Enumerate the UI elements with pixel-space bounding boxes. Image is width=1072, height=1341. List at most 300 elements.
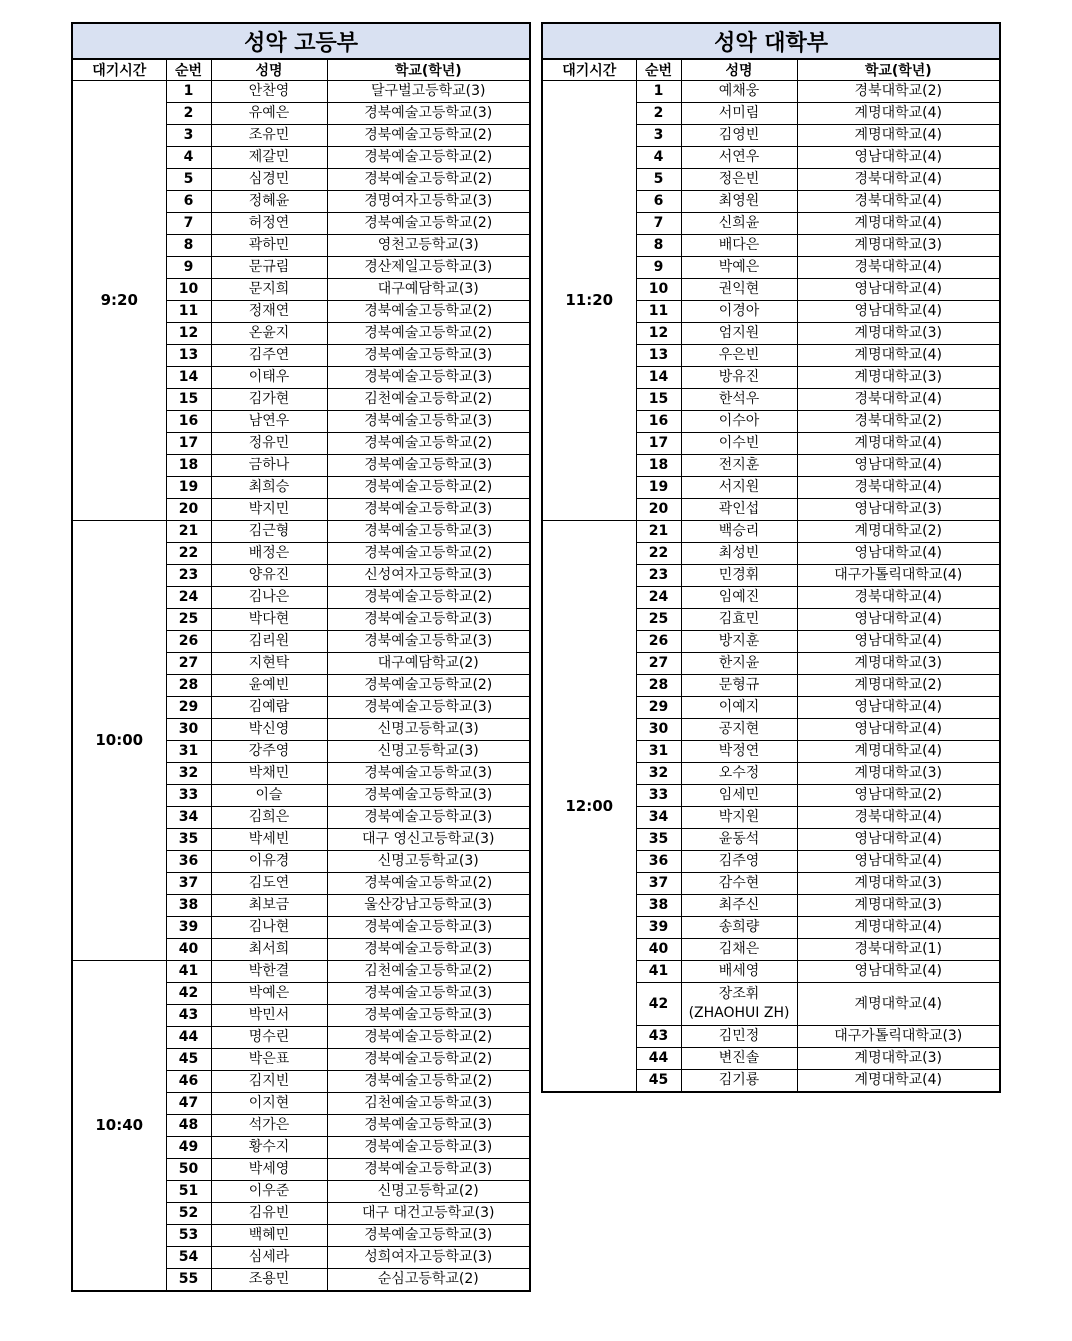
order-cell: 7 — [636, 213, 681, 235]
school-cell: 영남대학교(4) — [797, 301, 1000, 323]
name-cell: 최보금 — [211, 895, 327, 917]
name-cell: 방지훈 — [681, 631, 797, 653]
name-cell: 윤예빈 — [211, 675, 327, 697]
name-cell: 최희승 — [211, 477, 327, 499]
name-cell: 이수빈 — [681, 433, 797, 455]
name-cell: 권익현 — [681, 279, 797, 301]
name-cell: 문지희 — [211, 279, 327, 301]
school-cell: 계명대학교(4) — [797, 983, 1000, 1026]
name-cell: 석가은 — [211, 1115, 327, 1137]
order-cell: 31 — [166, 741, 211, 763]
school-cell: 영남대학교(4) — [797, 961, 1000, 983]
school-cell: 영남대학교(4) — [797, 697, 1000, 719]
name-cell: 김효민 — [681, 609, 797, 631]
order-cell: 55 — [166, 1269, 211, 1292]
school-cell: 대구가톨릭대학교(4) — [797, 565, 1000, 587]
school-cell: 김천예술고등학교(2) — [327, 389, 530, 411]
school-cell: 신명고등학교(3) — [327, 719, 530, 741]
name-cell: 안찬영 — [211, 81, 327, 103]
order-cell: 25 — [636, 609, 681, 631]
school-cell: 영천고등학교(3) — [327, 235, 530, 257]
school-cell: 경북예술고등학교(2) — [327, 169, 530, 191]
order-cell: 33 — [636, 785, 681, 807]
order-cell: 32 — [166, 763, 211, 785]
school-cell: 경북예술고등학교(2) — [327, 147, 530, 169]
name-cell: 우은빈 — [681, 345, 797, 367]
header-time: 대기시간 — [542, 59, 636, 81]
order-cell: 46 — [166, 1071, 211, 1093]
name-cell: 박다현 — [211, 609, 327, 631]
school-cell: 계명대학교(4) — [797, 917, 1000, 939]
name-cell: 전지훈 — [681, 455, 797, 477]
school-cell: 울산강남고등학교(3) — [327, 895, 530, 917]
school-cell: 경북예술고등학교(3) — [327, 631, 530, 653]
school-cell: 경북대학교(2) — [797, 81, 1000, 103]
school-cell: 경북예술고등학교(3) — [327, 1005, 530, 1027]
order-cell: 22 — [166, 543, 211, 565]
table-row — [72, 521, 530, 543]
school-cell: 경북예술고등학교(3) — [327, 763, 530, 785]
order-cell: 14 — [636, 367, 681, 389]
school-cell: 경북예술고등학교(3) — [327, 917, 530, 939]
school-cell: 대구가톨릭대학교(3) — [797, 1026, 1000, 1048]
order-cell: 21 — [636, 521, 681, 543]
order-cell: 2 — [166, 103, 211, 125]
name-cell: 심경민 — [211, 169, 327, 191]
wait-time: 10:00 — [72, 521, 166, 961]
name-cell: 정혜윤 — [211, 191, 327, 213]
order-cell: 37 — [166, 873, 211, 895]
name-cell: 유예은 — [211, 103, 327, 125]
name-cell: 박세빈 — [211, 829, 327, 851]
name-cell: 김주연 — [211, 345, 327, 367]
name-cell: 이우준 — [211, 1181, 327, 1203]
name-cell: 곽인섭 — [681, 499, 797, 521]
name-cell: 서미림 — [681, 103, 797, 125]
name-cell: 김유빈 — [211, 1203, 327, 1225]
order-cell: 49 — [166, 1137, 211, 1159]
order-cell: 23 — [636, 565, 681, 587]
school-cell: 계명대학교(4) — [797, 741, 1000, 763]
header-school: 학교(학년) — [797, 59, 1000, 81]
name-cell: 오수정 — [681, 763, 797, 785]
school-cell: 계명대학교(4) — [797, 103, 1000, 125]
school-cell: 경북예술고등학교(3) — [327, 1159, 530, 1181]
order-cell: 18 — [166, 455, 211, 477]
school-cell: 경북예술고등학교(3) — [327, 499, 530, 521]
table-row — [72, 81, 530, 103]
table-row — [542, 81, 1000, 103]
order-cell: 42 — [636, 983, 681, 1026]
school-cell: 계명대학교(3) — [797, 873, 1000, 895]
school-cell: 경북예술고등학교(2) — [327, 1027, 530, 1049]
school-cell: 계명대학교(4) — [797, 213, 1000, 235]
order-cell: 14 — [166, 367, 211, 389]
order-cell: 4 — [636, 147, 681, 169]
highschool-body — [72, 81, 530, 1292]
order-cell: 11 — [166, 301, 211, 323]
order-cell: 6 — [636, 191, 681, 213]
school-cell: 경명여자고등학교(3) — [327, 191, 530, 213]
school-cell: 대구 대건고등학교(3) — [327, 1203, 530, 1225]
name-cell: 황수지 — [211, 1137, 327, 1159]
name-cell: 남연우 — [211, 411, 327, 433]
school-cell: 계명대학교(4) — [797, 345, 1000, 367]
school-cell: 신명고등학교(3) — [327, 851, 530, 873]
order-cell: 37 — [636, 873, 681, 895]
name-cell: 서연우 — [681, 147, 797, 169]
school-cell: 경북예술고등학교(2) — [327, 213, 530, 235]
order-cell: 38 — [636, 895, 681, 917]
order-cell: 15 — [166, 389, 211, 411]
name-cell: 이예지 — [681, 697, 797, 719]
school-cell: 영남대학교(4) — [797, 543, 1000, 565]
school-cell: 경북예술고등학교(3) — [327, 785, 530, 807]
order-cell: 31 — [636, 741, 681, 763]
name-cell: 박정연 — [681, 741, 797, 763]
order-cell: 38 — [166, 895, 211, 917]
order-cell: 28 — [636, 675, 681, 697]
order-cell: 1 — [166, 81, 211, 103]
name-cell: 김민정 — [681, 1026, 797, 1048]
school-cell: 경북예술고등학교(2) — [327, 1049, 530, 1071]
school-cell: 계명대학교(4) — [797, 433, 1000, 455]
order-cell: 3 — [166, 125, 211, 147]
order-cell: 32 — [636, 763, 681, 785]
school-cell: 경북예술고등학교(3) — [327, 1115, 530, 1137]
name-cell: 박신영 — [211, 719, 327, 741]
name-cell: 최서희 — [211, 939, 327, 961]
school-cell: 경북대학교(4) — [797, 191, 1000, 213]
university-table — [541, 22, 1001, 1093]
header-order: 순번 — [636, 59, 681, 81]
order-cell: 15 — [636, 389, 681, 411]
name-cell: 조용민 — [211, 1269, 327, 1292]
order-cell: 1 — [636, 81, 681, 103]
order-cell: 11 — [636, 301, 681, 323]
order-cell: 2 — [636, 103, 681, 125]
school-cell: 경북예술고등학교(2) — [327, 301, 530, 323]
name-cell: 예채웅 — [681, 81, 797, 103]
name-cell: 제갈민 — [211, 147, 327, 169]
school-cell: 경북예술고등학교(2) — [327, 1071, 530, 1093]
header-name: 성명 — [211, 59, 327, 81]
name-cell: 김주영 — [681, 851, 797, 873]
order-cell: 36 — [636, 851, 681, 873]
school-cell: 영남대학교(2) — [797, 785, 1000, 807]
order-cell: 41 — [166, 961, 211, 983]
school-cell: 영남대학교(4) — [797, 609, 1000, 631]
order-cell: 50 — [166, 1159, 211, 1181]
name-cell: 지현탁 — [211, 653, 327, 675]
order-cell: 10 — [166, 279, 211, 301]
school-cell: 순심고등학교(2) — [327, 1269, 530, 1292]
name-cell: 김채은 — [681, 939, 797, 961]
school-cell: 계명대학교(3) — [797, 895, 1000, 917]
school-cell: 계명대학교(4) — [797, 125, 1000, 147]
name-cell: 박지원 — [681, 807, 797, 829]
school-cell: 경북예술고등학교(3) — [327, 697, 530, 719]
order-cell: 18 — [636, 455, 681, 477]
order-cell: 53 — [166, 1225, 211, 1247]
header-school: 학교(학년) — [327, 59, 530, 81]
school-cell: 달구벌고등학교(3) — [327, 81, 530, 103]
order-cell: 48 — [166, 1115, 211, 1137]
name-cell: 최영원 — [681, 191, 797, 213]
order-cell: 52 — [166, 1203, 211, 1225]
order-cell: 25 — [166, 609, 211, 631]
school-cell: 경북대학교(4) — [797, 257, 1000, 279]
school-cell: 영남대학교(4) — [797, 455, 1000, 477]
name-cell: 감수현 — [681, 873, 797, 895]
school-cell: 경북대학교(4) — [797, 389, 1000, 411]
school-cell: 계명대학교(3) — [797, 653, 1000, 675]
order-cell: 34 — [636, 807, 681, 829]
school-cell: 계명대학교(3) — [797, 235, 1000, 257]
order-cell: 5 — [636, 169, 681, 191]
order-cell: 17 — [636, 433, 681, 455]
name-cell: 박세영 — [211, 1159, 327, 1181]
order-cell: 26 — [636, 631, 681, 653]
order-cell: 44 — [166, 1027, 211, 1049]
name-cell: 백혜민 — [211, 1225, 327, 1247]
school-cell: 김천예술고등학교(2) — [327, 961, 530, 983]
school-cell: 경북대학교(1) — [797, 939, 1000, 961]
school-cell: 신성여자고등학교(3) — [327, 565, 530, 587]
school-cell: 경북예술고등학교(2) — [327, 125, 530, 147]
name-cell: 문형규 — [681, 675, 797, 697]
order-cell: 12 — [636, 323, 681, 345]
name-cell: 곽하민 — [211, 235, 327, 257]
order-cell: 47 — [166, 1093, 211, 1115]
order-cell: 36 — [166, 851, 211, 873]
name-cell: 정은빈 — [681, 169, 797, 191]
school-cell: 경북예술고등학교(3) — [327, 411, 530, 433]
name-cell: 정유민 — [211, 433, 327, 455]
name-cell: 서지원 — [681, 477, 797, 499]
name-cell: 변진솔 — [681, 1048, 797, 1070]
name-cell: 박한결 — [211, 961, 327, 983]
school-cell: 신명고등학교(3) — [327, 741, 530, 763]
name-cell: 심세라 — [211, 1247, 327, 1269]
order-cell: 19 — [636, 477, 681, 499]
order-cell: 30 — [636, 719, 681, 741]
order-cell: 45 — [166, 1049, 211, 1071]
order-cell: 35 — [166, 829, 211, 851]
school-cell: 경북예술고등학교(3) — [327, 345, 530, 367]
name-cell: 김도연 — [211, 873, 327, 895]
school-cell: 신명고등학교(2) — [327, 1181, 530, 1203]
order-cell: 4 — [166, 147, 211, 169]
school-cell: 성희여자고등학교(3) — [327, 1247, 530, 1269]
name-cell: 최성빈 — [681, 543, 797, 565]
school-cell: 영남대학교(4) — [797, 829, 1000, 851]
order-cell: 28 — [166, 675, 211, 697]
name-cell: 김기룡 — [681, 1070, 797, 1093]
order-cell: 16 — [166, 411, 211, 433]
school-cell: 계명대학교(4) — [797, 1070, 1000, 1093]
school-cell: 경북예술고등학교(2) — [327, 433, 530, 455]
name-cell: 임세민 — [681, 785, 797, 807]
name-cell: 이지현 — [211, 1093, 327, 1115]
name-cell: 이유경 — [211, 851, 327, 873]
school-cell: 경북예술고등학교(3) — [327, 939, 530, 961]
order-cell: 8 — [166, 235, 211, 257]
table-row — [72, 961, 530, 983]
school-cell: 경북예술고등학교(3) — [327, 609, 530, 631]
name-cell: 김나은 — [211, 587, 327, 609]
order-cell: 30 — [166, 719, 211, 741]
table-row — [542, 521, 1000, 543]
wait-time: 11:20 — [542, 81, 636, 521]
name-cell: 민경휘 — [681, 565, 797, 587]
order-cell: 17 — [166, 433, 211, 455]
order-cell: 27 — [636, 653, 681, 675]
name-cell: 박지민 — [211, 499, 327, 521]
order-cell: 13 — [166, 345, 211, 367]
school-cell: 경북대학교(4) — [797, 807, 1000, 829]
order-cell: 40 — [636, 939, 681, 961]
name-cell: 김가현 — [211, 389, 327, 411]
school-cell: 계명대학교(2) — [797, 675, 1000, 697]
school-cell: 영남대학교(4) — [797, 719, 1000, 741]
order-cell: 33 — [166, 785, 211, 807]
school-cell: 경북예술고등학교(2) — [327, 587, 530, 609]
school-cell: 경북예술고등학교(2) — [327, 873, 530, 895]
order-cell: 42 — [166, 983, 211, 1005]
name-cell: 이슬 — [211, 785, 327, 807]
order-cell: 39 — [166, 917, 211, 939]
order-cell: 51 — [166, 1181, 211, 1203]
school-cell: 경북예술고등학교(2) — [327, 477, 530, 499]
school-cell: 경북예술고등학교(3) — [327, 455, 530, 477]
order-cell: 23 — [166, 565, 211, 587]
wait-time: 12:00 — [542, 521, 636, 1093]
order-cell: 29 — [166, 697, 211, 719]
order-cell: 54 — [166, 1247, 211, 1269]
order-cell: 9 — [636, 257, 681, 279]
name-cell: 한지윤 — [681, 653, 797, 675]
name-cell: 허정연 — [211, 213, 327, 235]
school-cell: 경북예술고등학교(3) — [327, 983, 530, 1005]
name-cell: 박민서 — [211, 1005, 327, 1027]
school-cell: 영남대학교(4) — [797, 631, 1000, 653]
order-cell: 12 — [166, 323, 211, 345]
school-cell: 경산제일고등학교(3) — [327, 257, 530, 279]
school-cell: 대구예담학교(2) — [327, 653, 530, 675]
school-cell: 경북예술고등학교(2) — [327, 543, 530, 565]
school-cell: 영남대학교(3) — [797, 499, 1000, 521]
name-cell: 김지빈 — [211, 1071, 327, 1093]
order-cell: 43 — [166, 1005, 211, 1027]
name-cell: 박채민 — [211, 763, 327, 785]
name-cell: 배정은 — [211, 543, 327, 565]
name-cell: 김희은 — [211, 807, 327, 829]
order-cell: 7 — [166, 213, 211, 235]
name-cell: 배세영 — [681, 961, 797, 983]
order-cell: 45 — [636, 1070, 681, 1093]
school-cell: 경북예술고등학교(3) — [327, 807, 530, 829]
name-cell: 임예진 — [681, 587, 797, 609]
header-order: 순번 — [166, 59, 211, 81]
order-cell: 29 — [636, 697, 681, 719]
school-cell: 경북예술고등학교(2) — [327, 675, 530, 697]
name-cell: 박예은 — [211, 983, 327, 1005]
name-cell: 명수린 — [211, 1027, 327, 1049]
name-cell: 온윤지 — [211, 323, 327, 345]
school-cell: 계명대학교(3) — [797, 323, 1000, 345]
school-cell: 경북대학교(4) — [797, 477, 1000, 499]
order-cell: 26 — [166, 631, 211, 653]
school-cell: 경북예술고등학교(3) — [327, 103, 530, 125]
order-cell: 40 — [166, 939, 211, 961]
order-cell: 6 — [166, 191, 211, 213]
school-cell: 계명대학교(3) — [797, 1048, 1000, 1070]
school-cell: 대구 영신고등학교(3) — [327, 829, 530, 851]
order-cell: 9 — [166, 257, 211, 279]
school-cell: 경북예술고등학교(2) — [327, 323, 530, 345]
order-cell: 20 — [636, 499, 681, 521]
name-cell: 김리원 — [211, 631, 327, 653]
order-cell: 41 — [636, 961, 681, 983]
order-cell: 24 — [636, 587, 681, 609]
name-cell: 금하나 — [211, 455, 327, 477]
university-title: 성악 대학부 — [542, 23, 1000, 59]
school-cell: 경북예술고등학교(3) — [327, 1225, 530, 1247]
school-cell: 계명대학교(3) — [797, 763, 1000, 785]
order-cell: 20 — [166, 499, 211, 521]
name-cell: 양유진 — [211, 565, 327, 587]
name-cell: 백승리 — [681, 521, 797, 543]
highschool-table — [71, 22, 531, 1292]
order-cell: 43 — [636, 1026, 681, 1048]
name-cell: 장조휘 (ZHAOHUI ZH) — [681, 983, 797, 1026]
university-body — [542, 81, 1000, 1093]
highschool-title: 성악 고등부 — [72, 23, 530, 59]
name-cell: 정재연 — [211, 301, 327, 323]
order-cell: 16 — [636, 411, 681, 433]
name-cell: 엄지원 — [681, 323, 797, 345]
name-cell: 김영빈 — [681, 125, 797, 147]
wait-time: 10:40 — [72, 961, 166, 1292]
name-cell: 강주영 — [211, 741, 327, 763]
name-cell: 최주신 — [681, 895, 797, 917]
order-cell: 8 — [636, 235, 681, 257]
name-cell: 송희량 — [681, 917, 797, 939]
order-cell: 5 — [166, 169, 211, 191]
name-cell: 김근형 — [211, 521, 327, 543]
name-cell: 이수아 — [681, 411, 797, 433]
school-cell: 경북예술고등학교(3) — [327, 521, 530, 543]
name-cell: 조유민 — [211, 125, 327, 147]
wait-time: 9:20 — [72, 81, 166, 521]
order-cell: 10 — [636, 279, 681, 301]
order-cell: 21 — [166, 521, 211, 543]
name-cell: 방유진 — [681, 367, 797, 389]
name-cell: 박예은 — [681, 257, 797, 279]
name-cell: 이태우 — [211, 367, 327, 389]
name-cell: 박은표 — [211, 1049, 327, 1071]
name-cell: 문규림 — [211, 257, 327, 279]
school-cell: 영남대학교(4) — [797, 851, 1000, 873]
school-cell: 경북대학교(4) — [797, 587, 1000, 609]
school-cell: 경북대학교(2) — [797, 411, 1000, 433]
school-cell: 계명대학교(2) — [797, 521, 1000, 543]
order-cell: 35 — [636, 829, 681, 851]
school-cell: 영남대학교(4) — [797, 279, 1000, 301]
school-cell: 김천예술고등학교(3) — [327, 1093, 530, 1115]
school-cell: 경북예술고등학교(3) — [327, 1137, 530, 1159]
